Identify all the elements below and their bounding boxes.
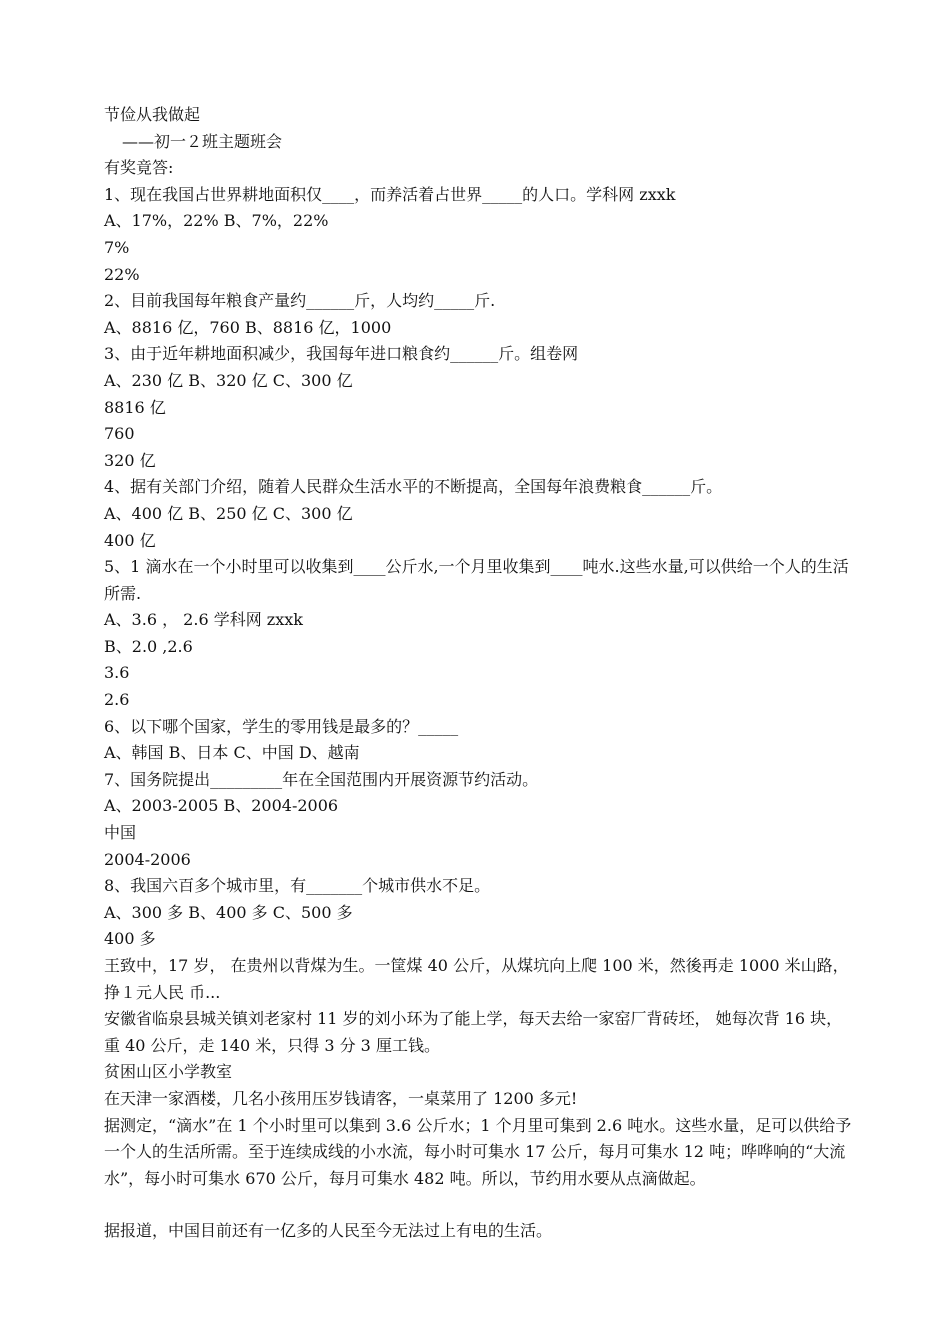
answer-line: 22% (104, 264, 140, 284)
document-page (104, 102, 854, 1245)
spacer (104, 1192, 854, 1218)
question-2-options: A、8816 亿，760 B、8816 亿，1000 (104, 317, 392, 337)
answer-line: 2.6 (104, 690, 130, 710)
document-subtitle: ——初一２班主题班会 (122, 131, 283, 151)
question-8-options: A、300 多 B、400 多 C、500 多 (104, 902, 353, 922)
answer-line: 中国 (104, 823, 137, 843)
question-6-options: A、韩国 B、日本 C、中国 D、越南 (104, 743, 360, 763)
document-title: 节俭从我做起 (104, 105, 201, 124)
question-6: 6、以下哪个国家，学生的零用钱是最多的？_____ (104, 716, 459, 736)
question-5-option-a: A、3.6 ， 2.6 学科网 zxxk (104, 610, 303, 630)
question-1: 1、现在我国占世界耕地面积仅____，而养活着占世界_____的人口。学科网 zxxk (104, 184, 676, 204)
answer-line: 7% (104, 237, 130, 257)
question-4: 4、据有关部门介绍，随着人民群众生活水平的不断提高，全国每年浪费粮食______斤。 (104, 477, 723, 497)
answer-line: 400 亿 (104, 530, 156, 550)
question-4-options: A、400 亿 B、250 亿 C、300 亿 (104, 503, 353, 523)
question-2: 2、目前我国每年粮食产量约______斤，人均约_____斤. (104, 291, 496, 311)
question-5-option-b: B、2.0 ,2.6 (104, 636, 193, 656)
question-3: 3、由于近年耕地面积减少，我国每年进口粮食约______斤。组卷网 (104, 344, 579, 364)
question-3-options: A、230 亿 B、320 亿 C、300 亿 (104, 370, 353, 390)
question-7-options: A、2003-2005 B、2004-2006 (104, 796, 339, 816)
answer-line: 8816 亿 (104, 397, 166, 417)
paragraph: 据报道，中国目前还有一亿多的人民至今无法过上有电的生活。 (104, 1221, 553, 1241)
answer-line: 3.6 (104, 663, 130, 683)
paragraph: 安徽省临泉县城关镇刘老家村 11 岁的刘小环为了能上学，每天去给一家窑厂背砖坯， 她每次背 16 块，重 40 公斤，走 140 米，只得 3 分 3 厘工钱。 (104, 1009, 843, 1055)
answer-line: 760 (104, 424, 135, 444)
answer-line: 320 亿 (104, 450, 156, 470)
question-8: 8、我国六百多个城市里，有_______个城市供水不足。 (104, 876, 491, 896)
answer-line: 2004-2006 (104, 849, 191, 869)
paragraph: 贫困山区小学教室 (104, 1062, 233, 1082)
answer-line: 400 多 (104, 929, 156, 949)
section-heading: 有奖竟答: (104, 158, 174, 178)
paragraph: 据测定，“滴水”在 1 个小时里可以集到 3.6 公斤水；1 个月里可集到 2.6 吨水。这些水量，足可以供给予一个人的生活所需。至于连续成线的小水流，每小时可集水 17 公斤，每月可集水 12 吨；哗哗响的“大流水”，每小时可集水 670 公斤，每月可集水 482 吨。所以，节约用水要从点滴做起。 (104, 1115, 852, 1188)
paragraph: 在天津一家酒楼，几名小孩用压岁钱请客，一桌菜用了 1200 多元! (104, 1088, 578, 1108)
paragraph: 王致中，17 岁， 在贵州以背煤为生。一筐煤 40 公斤，从煤坑向上爬 100 米，然後再走 1000 米山路，挣１元人民 币... (104, 956, 849, 1002)
question-7: 7、国务院提出_________年在全国范围内开展资源节约活动。 (104, 769, 539, 789)
question-1-options: A、17%，22% B、7%，22% (104, 211, 329, 231)
question-5: 5、1 滴水在一个小时里可以收集到____公斤水,一个月里收集到____吨水.这些水量,可以供给一个人的生活所需. (104, 557, 849, 603)
